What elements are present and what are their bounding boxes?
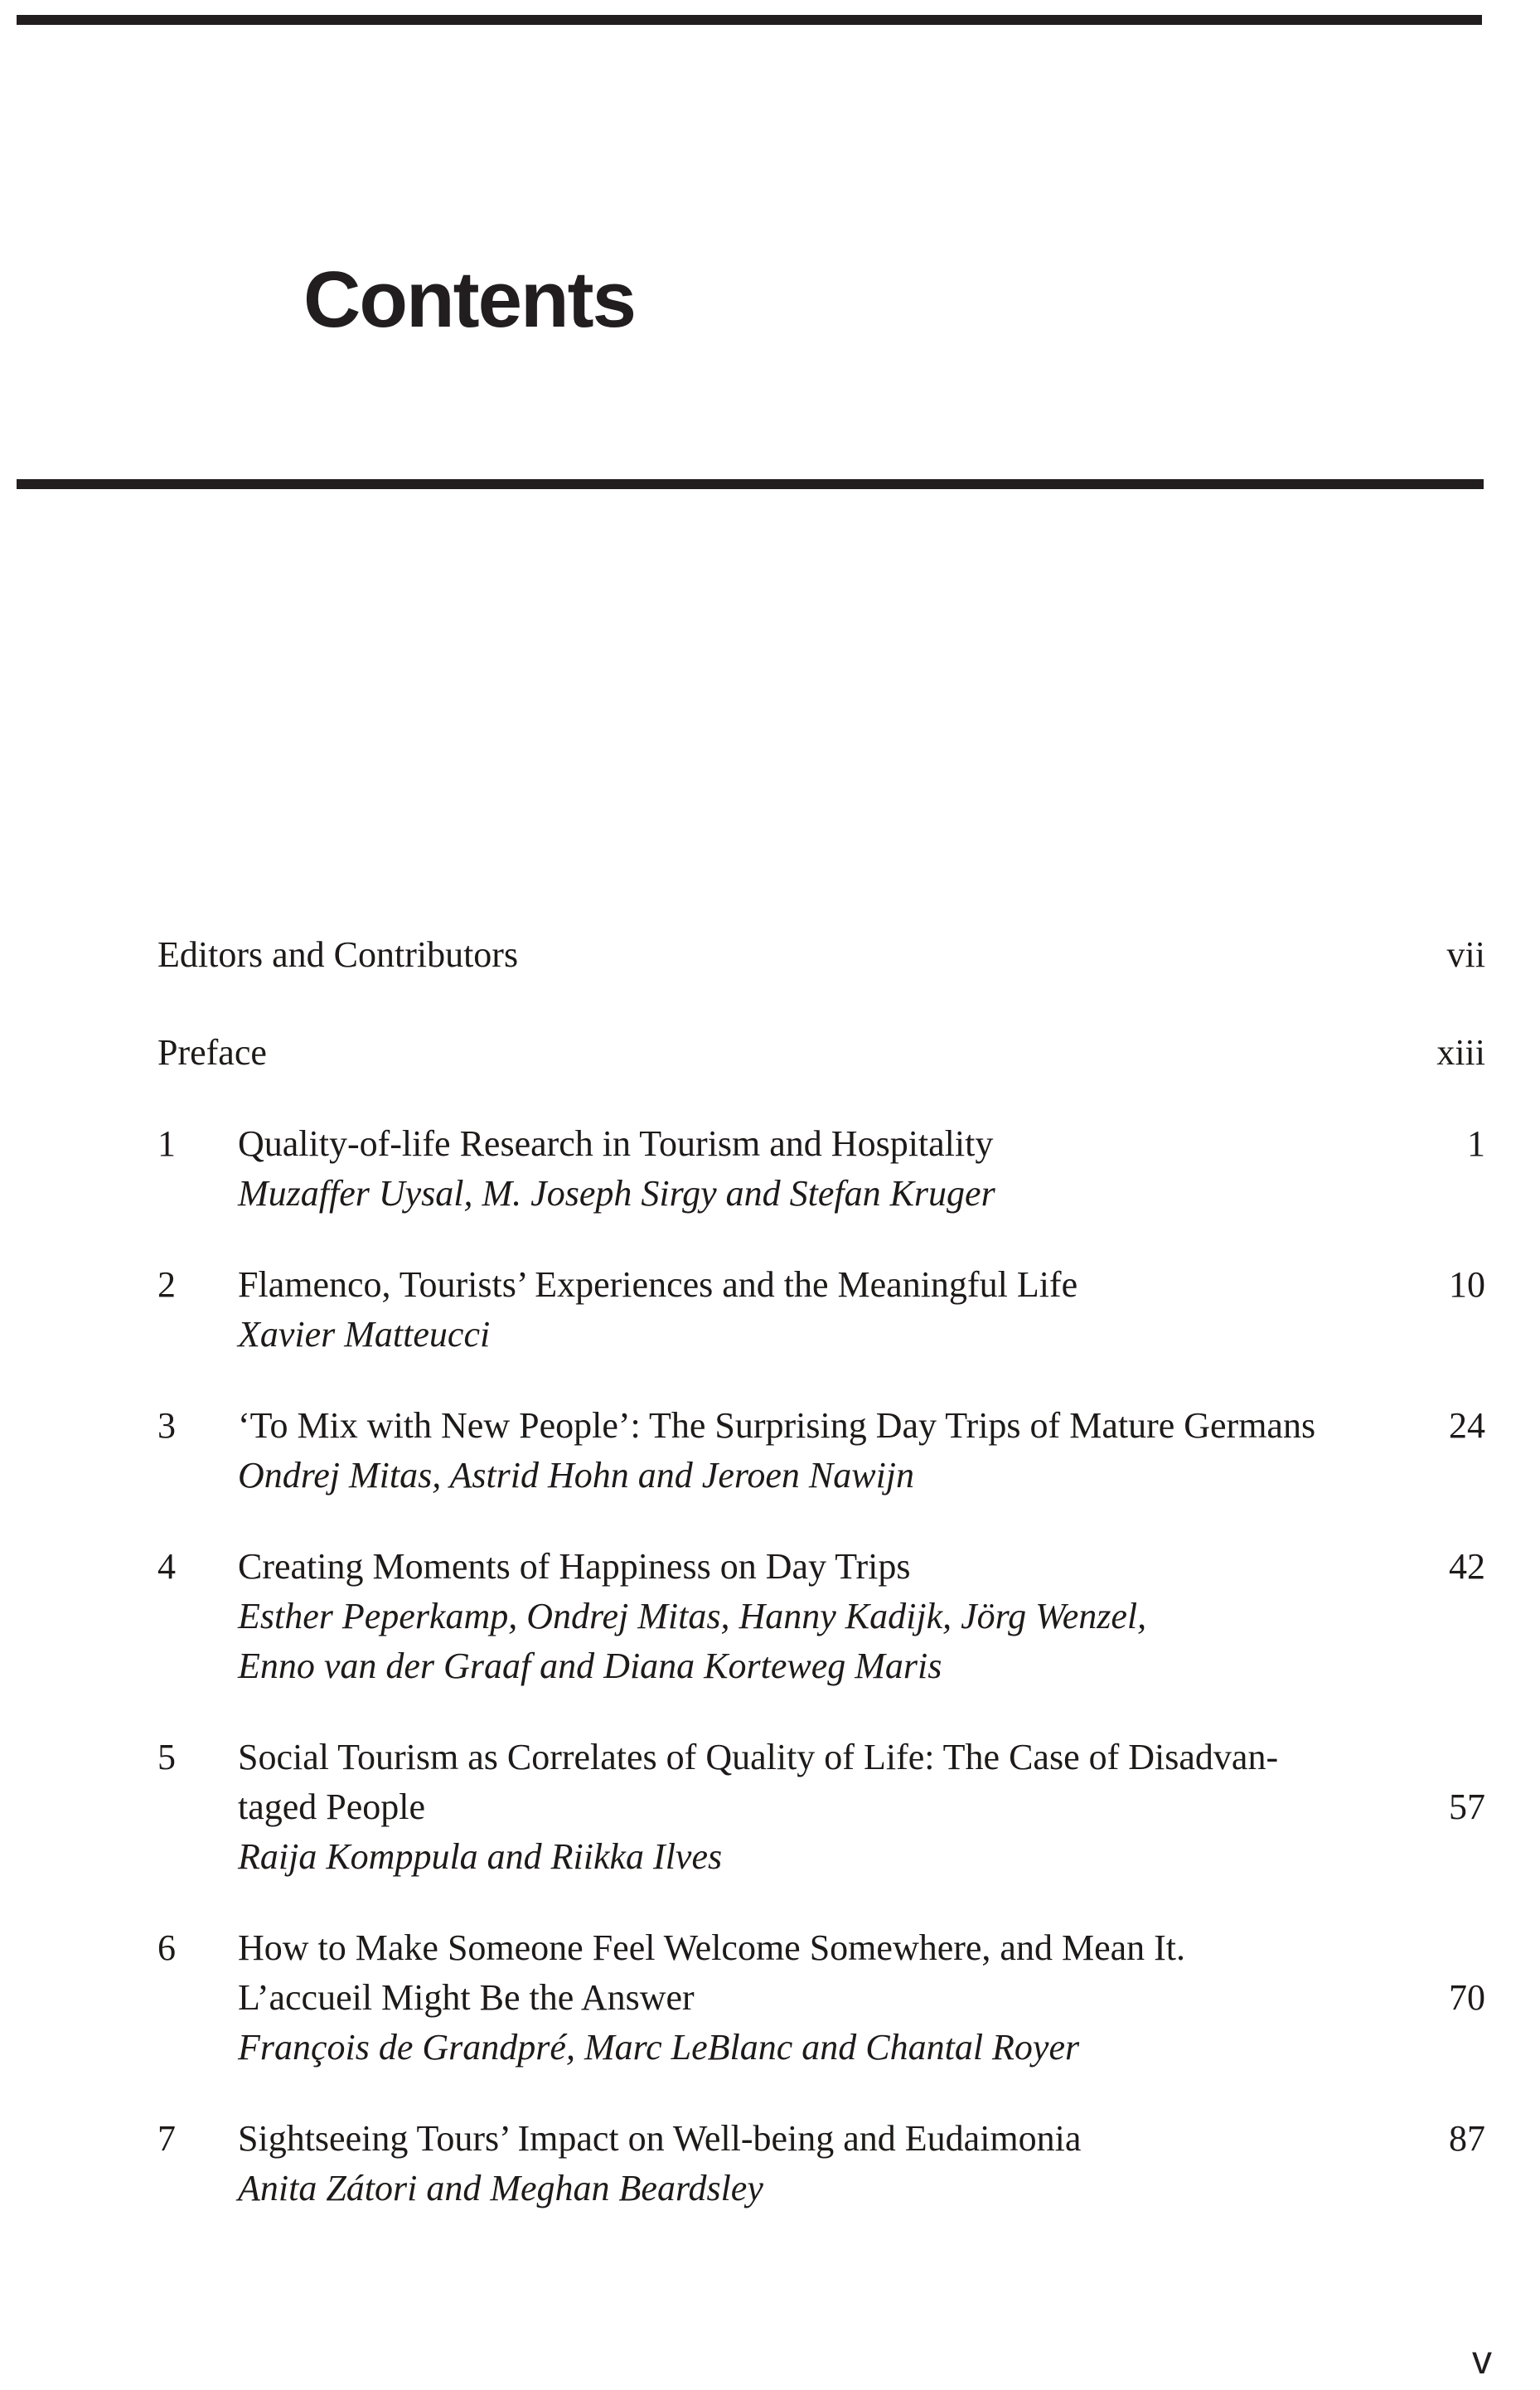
toc-line	[157, 1832, 1485, 1882]
chapter-entry	[157, 1119, 1485, 1219]
chapter-entry	[157, 1260, 1485, 1360]
toc-authors-text: Raija Komppula and Riikka Ilves	[238, 1836, 723, 1877]
toc-line	[157, 1119, 1485, 1169]
top-rule-bar	[17, 15, 1482, 25]
front-matter-row	[157, 930, 1485, 980]
toc-page-number: 1	[1467, 1123, 1485, 1164]
table-of-contents	[157, 930, 1485, 2213]
toc-line	[157, 1733, 1485, 1782]
toc-authors-text: Xavier Matteucci	[238, 1314, 491, 1355]
toc-line-text: L’accueil Might Be the Answer	[238, 1977, 695, 2018]
toc-line	[157, 1169, 1485, 1219]
toc-page-number: 57	[1449, 1786, 1485, 1827]
chapter-number: 5	[157, 1737, 176, 1777]
toc-line-text: Editors and Contributors	[157, 934, 519, 975]
toc-line-text: Preface	[157, 1032, 267, 1073]
toc-line-text: ‘To Mix with New People’: The Surprising Day Trips of Mature Germans	[238, 1405, 1316, 1446]
toc-line	[157, 1782, 1485, 1832]
toc-line	[157, 1641, 1485, 1691]
chapter-number: 6	[157, 1927, 176, 1968]
toc-line	[157, 1592, 1485, 1641]
toc-page-number: xiii	[1436, 1032, 1485, 1073]
chapter-number: 1	[157, 1123, 176, 1164]
chapter-number: 4	[157, 1546, 176, 1587]
chapter-entry	[157, 1923, 1485, 2072]
toc-line	[157, 1973, 1485, 2023]
toc-page-number: 24	[1449, 1405, 1485, 1446]
chapter-entry	[157, 1542, 1485, 1691]
chapter-number: 3	[157, 1405, 176, 1446]
toc-line	[157, 1310, 1485, 1360]
toc-line	[157, 1260, 1485, 1310]
toc-authors-text: Esther Peperkamp, Ondrej Mitas, Hanny Kadijk, Jörg Wenzel,	[238, 1596, 1147, 1636]
toc-line-text: Sightseeing Tours’ Impact on Well-being and Eudaimonia	[238, 2118, 1082, 2159]
toc-page-number: 87	[1449, 2118, 1485, 2159]
toc-line	[157, 2023, 1485, 2072]
chapter-list	[157, 1119, 1485, 2213]
chapter-entry	[157, 1733, 1485, 1882]
toc-authors-text: Ondrej Mitas, Astrid Hohn and Jeroen Nawijn	[238, 1455, 915, 1496]
toc-line	[157, 1542, 1485, 1592]
toc-line-text: Quality-of-life Research in Tourism and Hospitality	[238, 1123, 994, 1164]
chapter-number: 2	[157, 1264, 176, 1305]
toc-authors-text: Muzaffer Uysal, M. Joseph Sirgy and Stefan Kruger	[238, 1173, 995, 1214]
toc-line-text: How to Make Someone Feel Welcome Somewhere, and Mean It.	[238, 1927, 1186, 1968]
toc-line	[157, 2164, 1485, 2213]
toc-line-text: taged People	[238, 1786, 426, 1827]
toc-line	[157, 1451, 1485, 1500]
toc-line	[157, 1401, 1485, 1451]
chapter-entry	[157, 1401, 1485, 1500]
page-title: Contents	[303, 255, 635, 345]
toc-line	[157, 2114, 1485, 2164]
toc-page-number: 70	[1449, 1977, 1485, 2018]
toc-line-text: Creating Moments of Happiness on Day Trips	[238, 1546, 911, 1587]
toc-authors-text: Anita Zátori and Meghan Beardsley	[238, 2168, 763, 2208]
toc-page-number: vii	[1446, 934, 1485, 975]
chapter-number: 7	[157, 2118, 176, 2159]
toc-page-number: 10	[1449, 1264, 1485, 1305]
title-divider-rule	[17, 479, 1484, 489]
page-folio: v	[1472, 2339, 1492, 2383]
toc-authors-text: Enno van der Graaf and Diana Korteweg Maris	[238, 1646, 942, 1686]
toc-line	[157, 1923, 1485, 1973]
toc-authors-text: François de Grandpré, Marc LeBlanc and Chantal Royer	[238, 2027, 1080, 2068]
chapter-entry	[157, 2114, 1485, 2213]
toc-page-number: 42	[1449, 1546, 1485, 1587]
front-matter-list	[157, 930, 1485, 1078]
toc-line-text: Flamenco, Tourists’ Experiences and the Meaningful Life	[238, 1264, 1078, 1305]
toc-line-text: Social Tourism as Correlates of Quality of Life: The Case of Disadvan-	[238, 1737, 1279, 1777]
front-matter-row	[157, 1028, 1485, 1078]
